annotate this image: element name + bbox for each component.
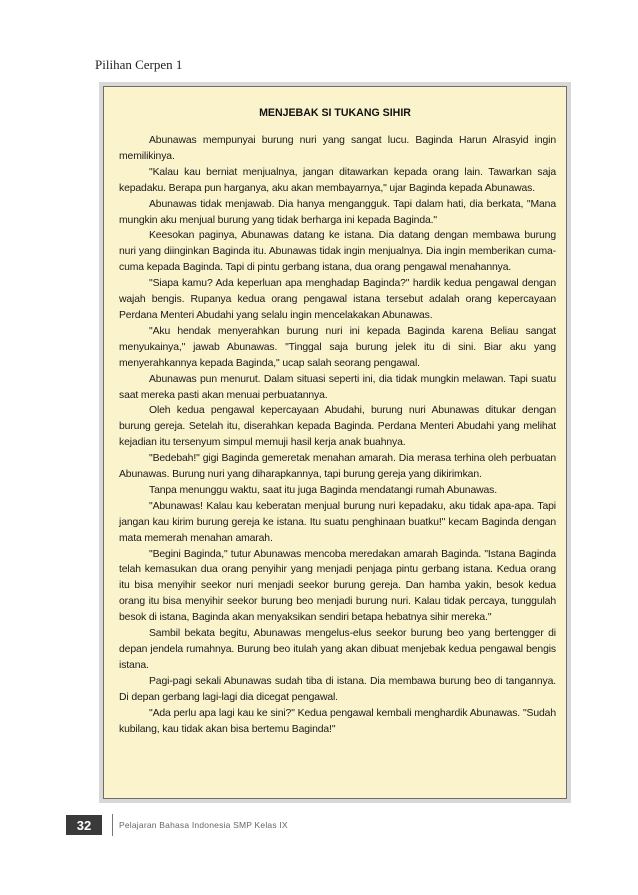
footer-divider xyxy=(112,814,113,836)
story-paragraph: "Abunawas! Kalau kau keberatan menjual burung nuri kepadaku, aku tidak apa-apa. Tapi jangan kau kirim burung gereja ke istana. Itu suatu penghinaan buatku!" kecam Baginda dengan mata memerah menahan amarah. xyxy=(119,500,556,544)
running-header: Pilihan Cerpen 1 xyxy=(95,57,183,72)
story-paragraph: Pagi-pagi sekali Abunawas sudah tiba di istana. Dia membawa burung beo di tangannya. Di depan gerbang lagi-lagi dia dicegat pengawal. xyxy=(119,675,556,703)
story-paragraph: "Begini Baginda," tutur Abunawas mencoba meredakan amarah Baginda. "Istana Baginda telah kemasukan dua orang penyihir yang menjadi penjaga pintu gerbang istana. Kedua orang itu bisa menyihir seekor nuri menjadi seekor burung gereja. Dan hamba yakin, besok kedua orang itu bisa menyihir seekor burung beo menjadi burung nuri. Kalau tidak percaya, tunggulah besok di istana, Baginda akan menyaksikan sendiri betapa hebatnya sihir mereka." xyxy=(119,548,556,624)
page-number: 32 xyxy=(66,815,102,835)
story-paragraph: Tanpa menunggu waktu, saat itu juga Baginda mendatangi rumah Abunawas. xyxy=(149,484,498,496)
story-body xyxy=(104,133,566,737)
story-paragraph: Sambil bekata begitu, Abunawas mengelus-elus seekor burung beo yang bertengger di depan jendela rumahnya. Burung beo itulah yang akan dibuat menjebak kedua pengawal bengis istana. xyxy=(119,628,556,671)
story-paragraph: "Ada perlu apa lagi kau ke sini?" Kedua pengawal kembali menghardik Abunawas. "Sudah kubilang, kau tidak akan bisa bertemu Baginda!" xyxy=(119,707,556,735)
footer-book-title: Pelajaran Bahasa Indonesia SMP Kelas IX xyxy=(119,820,288,830)
story-paragraph: "Siapa kamu? Ada keperluan apa menghadap Baginda?" hardik kedua pengawal dengan wajah bengis. Rupanya kedua orang pengawal istana tersebut adalah orang kepercayaan Perdana Menteri Abudahi yang selalu ingin mencelakakan Abunawas. xyxy=(119,278,556,321)
story-paragraph: Oleh kedua pengawal kepercayaan Abudahi, burung nuri Abunawas ditukar dengan burung gereja. Setelah itu, diserahkan kepada Baginda. Perdana Menteri Abudahi yang melihat kejadian itu tersenyum simpul memuji hasil kerja anak buahnya. xyxy=(119,405,556,449)
story-paragraph: Keesokan paginya, Abunawas datang ke istana. Dia datang dengan membawa burung nuri yang diinginkan Baginda itu. Abunawas tidak ingin menjualnya. Dia ingin memberikan cuma-cuma kepada Baginda. Tapi di pintu gerbang istana, dua orang pengawal menahannya. xyxy=(119,230,556,274)
story-paragraph: Abunawas pun menurut. Dalam situasi seperti ini, dia tidak mungkin melawan. Tapi suatu saat mereka pasti akan menuai perbuatannya. xyxy=(119,373,556,401)
story-paragraph: "Bedebah!" gigi Baginda gemeretak menahan amarah. Dia merasa terhina oleh perbuatan Abunawas. Burung nuri yang diharapkannya, tapi burung gereja yang dikirimkan. xyxy=(119,453,556,481)
page-footer xyxy=(66,814,288,836)
story-paragraph: "Aku hendak menyerahkan burung nuri ini kepada Baginda karena Beliau sangat menyukainya," jawab Abunawas. "Tinggal saja burung jelek itu di sini. Biar aku yang menyerahkannya kepada Baginda," ucap salah seorang pengawal. xyxy=(119,325,556,369)
story-paragraph: Abunawas tidak menjawab. Dia hanya mengangguk. Tapi dalam hati, dia berkata, "Mana mungkin aku menjual burung yang tidak berharga ini kepada Baginda." xyxy=(119,198,556,226)
story-title: MENJEBAK SI TUKANG SIHIR xyxy=(259,107,411,119)
story-paragraph: "Kalau kau berniat menjualnya, jangan ditawarkan kepada orang lain. Tawarkan saja kepadaku. Berapa pun harganya, aku akan membayarnya," ujar Baginda kepada Abunawas. xyxy=(119,166,556,194)
story-box xyxy=(103,86,567,799)
story-paragraph: Abunawas mempunyai burung nuri yang sangat lucu. Baginda Harun Alrasyid ingin memilikinya. xyxy=(119,135,556,162)
